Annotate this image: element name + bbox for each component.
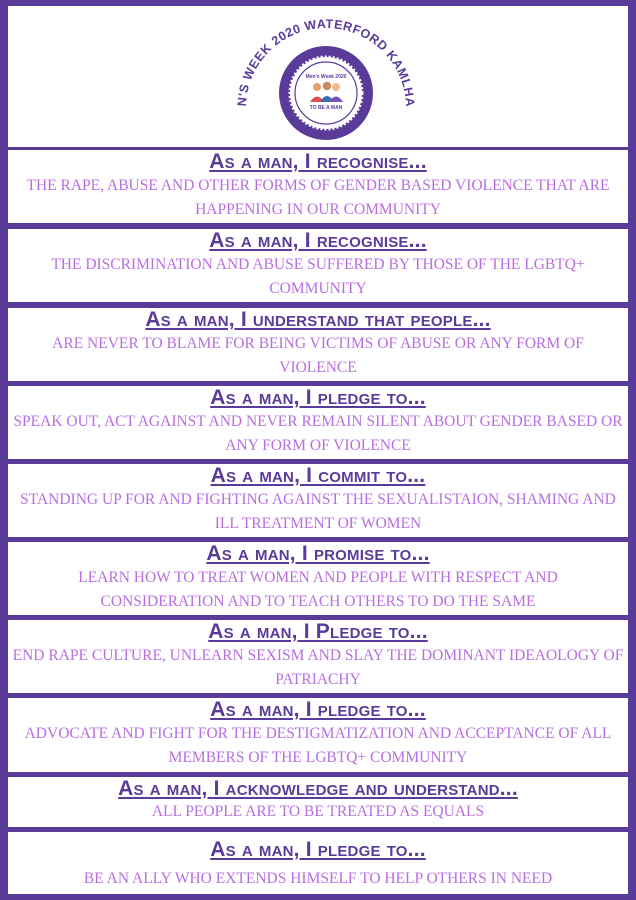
- pledge-panel: [8, 777, 628, 827]
- pledge-heading: As a man, I recognise...: [209, 150, 427, 173]
- logo-badge-title: Men's Week 2020: [305, 74, 347, 80]
- pledge-text: SPEAK OUT, ACT AGAINST AND NEVER REMAIN SILENT ABOUT GENDER BASED OR ANY FORM OF VIOLENCE: [13, 413, 623, 454]
- pledge-panel: [8, 308, 628, 381]
- pledge-panel: [8, 542, 628, 615]
- pledge-text: ALL PEOPLE ARE TO BE TREATED AS EQUALS: [151, 803, 485, 820]
- pledge-panel: [8, 464, 628, 537]
- logo-arc-title: N'S WEEK 2020 WATERFORD KAMLHA: [234, 16, 418, 108]
- pledge-heading: As a man, I pledge to...: [210, 386, 426, 409]
- pledge-heading: As a man, I recognise...: [209, 229, 427, 252]
- pledge-heading: As a man, I promise to...: [206, 542, 430, 565]
- pledge-heading: As a man, I Pledge to...: [208, 620, 428, 643]
- logo-badge: [295, 62, 357, 124]
- pledge-text: ARE NEVER TO BLAME FOR BEING VICTIMS OF ABUSE OR ANY FORM OF VIOLENCE: [52, 335, 584, 376]
- pledge-heading: As a man, I commit to...: [210, 464, 426, 487]
- pledge-text: BE AN ALLY WHO EXTENDS HIMSELF TO HELP OTHERS IN NEED: [83, 870, 553, 887]
- pledge-panel: [8, 150, 628, 223]
- pledge-text: END RAPE CULTURE, UNLEARN SEXISM AND SLAY THE DOMINANT IDEAOLOGY OF PATRIACHY: [12, 647, 624, 688]
- pledge-text: ADVOCATE AND FIGHT FOR THE DESTIGMATIZATION AND ACCEPTANCE OF ALL MEMBERS OF THE LGBTQ+ COMMUNITY: [24, 725, 612, 766]
- header-panel: [8, 6, 628, 147]
- pledge-panel: [8, 386, 628, 459]
- pledge-panel: [8, 832, 628, 894]
- pledge-heading: As a man, I pledge to...: [210, 698, 426, 721]
- pledge-heading: As a man, I pledge to...: [210, 838, 426, 861]
- pledge-panel: [8, 698, 628, 772]
- pledge-heading: As a man, I acknowledge and understand...: [118, 777, 518, 800]
- pledge-text: LEARN HOW TO TREAT WOMEN AND PEOPLE WITH RESPECT AND CONSIDERATION AND TO TEACH OTHERS TO DO THE SAME: [78, 569, 558, 610]
- logo-badge-subtitle: TO BE A MAN: [309, 105, 343, 111]
- logo-emblem: [218, 8, 434, 146]
- pledge-text: THE RAPE, ABUSE AND OTHER FORMS OF GENDER BASED VIOLENCE THAT ARE HAPPENING IN OUR COMMUNITY: [26, 177, 610, 218]
- pledge-text: STANDING UP FOR AND FIGHTING AGAINST THE SEXUALISTAION, SHAMING AND ILL TREATMENT OF WOMEN: [20, 491, 616, 532]
- pledge-heading: As a man, I understand that people...: [145, 308, 491, 331]
- pledge-panel: [8, 620, 628, 693]
- pledge-text: THE DISCRIMINATION AND ABUSE SUFFERED BY THOSE OF THE LGBTQ+ COMMUNITY: [51, 256, 585, 297]
- mens-week-logo: [218, 8, 434, 146]
- pledge-panel: [8, 229, 628, 302]
